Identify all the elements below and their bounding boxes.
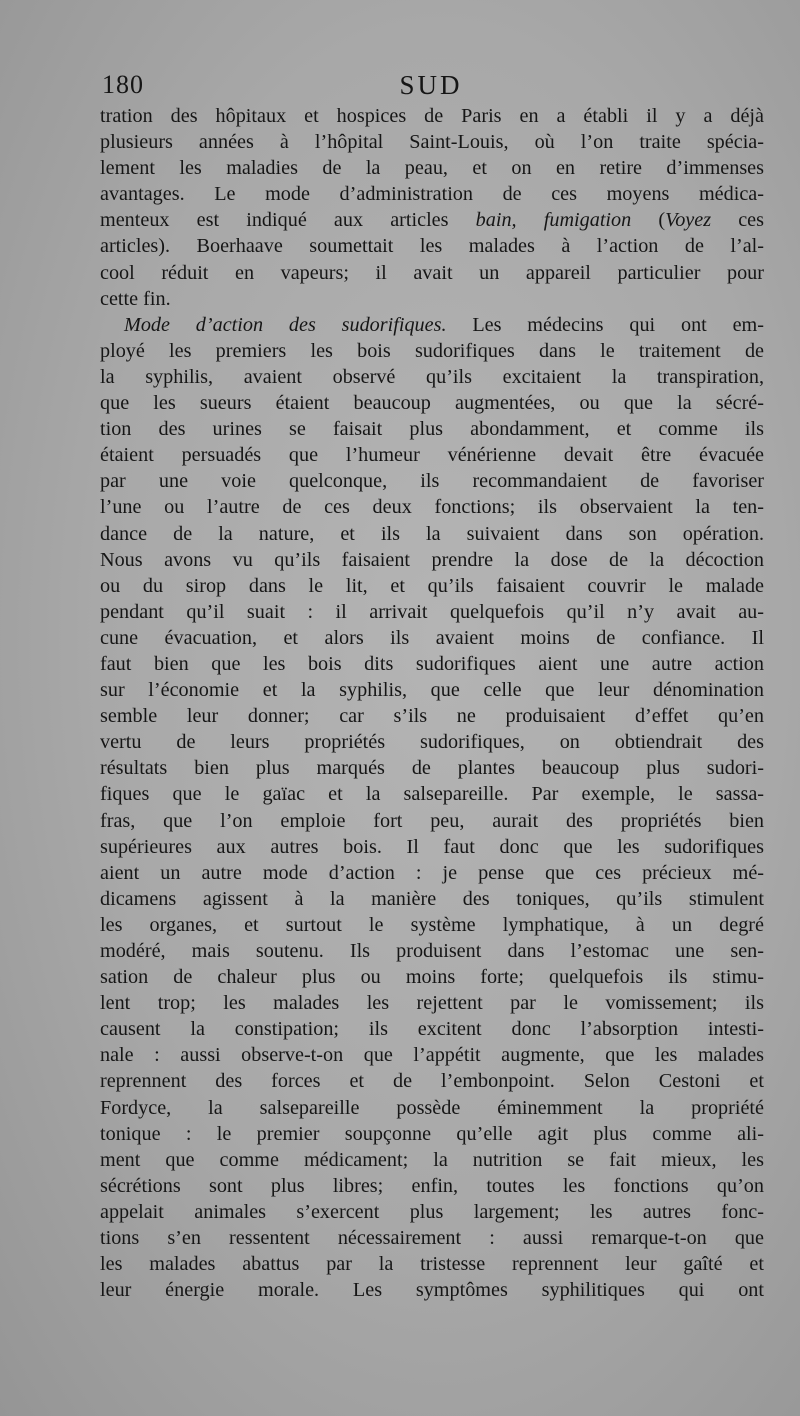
text-line [100, 416, 764, 442]
page-number: 180 [102, 70, 144, 99]
text-line [100, 1016, 764, 1042]
text-span: ( [631, 209, 666, 232]
running-head: SUD [399, 70, 463, 100]
text-line [100, 938, 764, 964]
text-line [100, 364, 764, 390]
text-line [100, 1173, 764, 1199]
text-span: que les sueurs étaient beaucoup augmentées, ou que la sécré- [100, 392, 764, 415]
text-line [100, 390, 764, 416]
text-line [100, 990, 764, 1016]
text-line [100, 886, 764, 912]
text-span: sation de chaleur plus ou moins forte; quelquefois ils stimu- [100, 966, 764, 989]
text-line [100, 1225, 764, 1251]
text-span: l’une ou l’autre de ces deux fonctions; ils observaient la ten- [100, 496, 764, 519]
text-line [100, 808, 764, 834]
text-span: dicamens agissent à la manière des toniques, qu’ils stimulent [100, 887, 764, 910]
text-span: supérieures aux autres bois. Il faut donc que les sudorifiques [100, 835, 764, 858]
text-line [100, 1147, 764, 1173]
text-span: modéré, mais soutenu. Ils produisent dans l’estomac une sen- [100, 940, 764, 962]
text-span: les organes, et surtout le système lymphatique, à un degré [100, 913, 764, 936]
text-span: tions s’en ressentent nécessairement : aussi remarque-t-on que [100, 1227, 764, 1250]
text-line [100, 677, 764, 703]
italic-text: bain, fumigation [475, 209, 632, 232]
text-line [100, 1277, 764, 1303]
text-line [100, 573, 764, 599]
text-span: sécrétions sont plus libres; enfin, toutes les fonctions qu’on [100, 1174, 764, 1197]
text-span: fiques que le gaïac et la salsepareille. Par exemple, le sassa- [100, 783, 764, 806]
text-span: dance de la nature, et ils la suivaient dans son opération. [100, 522, 764, 545]
text-line [100, 625, 764, 651]
text-span: par une voie quelconque, ils recommandaient de favoriser [100, 470, 764, 493]
text-line [100, 1042, 764, 1068]
text-span: nale : aussi observe-t-on que l’appétit augmente, que les malades [100, 1044, 764, 1067]
text-line [100, 729, 764, 755]
text-line [100, 312, 764, 338]
text-span: reprennent des forces et de l’embonpoint. Selon Cestoni et [100, 1070, 764, 1093]
text-span: fras, que l’on emploie fort peu, aurait des propriétés bien [100, 809, 764, 832]
text-line [100, 781, 764, 807]
text-span: Les médecins qui ont em- [446, 313, 764, 336]
text-line [100, 468, 764, 494]
text-span: Fordyce, la salsepareille possède éminemment la propriété [100, 1096, 764, 1119]
text-line [100, 703, 764, 729]
text-span: tration des hôpitaux et hospices de Paris en a établi il y a déjà [100, 105, 764, 127]
text-span: vertu de leurs propriétés sudorifiques, on obtiendrait des [100, 731, 764, 754]
text-line [100, 1068, 764, 1094]
text-span: aient un autre mode d’action : je pense que ces précieux mé- [100, 861, 764, 884]
italic-text: Mode d’action des sudorifiques. [124, 313, 447, 336]
text-line [100, 494, 764, 520]
page-header [100, 70, 762, 102]
body-text [100, 103, 764, 1303]
text-span: articles). Boerhaave soumettait les malades à l’action de l’al- [100, 235, 764, 258]
text-line [100, 860, 764, 886]
text-line [100, 207, 764, 233]
text-line [100, 755, 764, 781]
text-line [100, 129, 764, 155]
text-line [100, 103, 764, 129]
text-line [100, 286, 764, 312]
text-span: la syphilis, avaient observé qu’ils excitaient la transpiration, [100, 365, 764, 388]
text-line [100, 260, 764, 286]
text-span: faut bien que les bois dits sudorifiques aient une autre action [100, 652, 764, 675]
text-span: avantages. Le mode d’administration de ces moyens médica- [100, 183, 764, 206]
text-span: tion des urines se faisait plus abondamment, et comme ils [100, 418, 764, 441]
text-span: cette fin. [100, 287, 171, 310]
text-line [100, 599, 764, 625]
text-span: plusieurs années à l’hôpital Saint-Louis, où l’on traite spécia- [100, 131, 764, 154]
text-line [100, 651, 764, 677]
text-span: ployé les premiers les bois sudorifiques dans le traitement de [100, 339, 764, 362]
text-line [100, 442, 764, 468]
text-line [100, 1199, 764, 1225]
text-line [100, 338, 764, 364]
text-span: menteux est indiqué aux articles [100, 209, 476, 232]
text-span: leur énergie morale. Les symptômes syphilitiques qui ont [100, 1279, 764, 1302]
text-line [100, 547, 764, 573]
text-line [100, 912, 764, 938]
text-line [100, 521, 764, 547]
text-span: cool réduit en vapeurs; il avait un appareil particulier pour [100, 261, 764, 284]
text-span: semble leur donner; car s’ils ne produisaient d’effet qu’en [100, 705, 764, 728]
text-line [100, 1251, 764, 1277]
text-span: appelait animales s’exercent plus largement; les autres fonc- [100, 1200, 764, 1223]
text-span: tonique : le premier soupçonne qu’elle agit plus comme ali- [100, 1122, 764, 1145]
text-span: Nous avons vu qu’ils faisaient prendre la dose de la décoction [100, 548, 764, 571]
italic-text: Voyez [665, 209, 712, 232]
text-line [100, 181, 764, 207]
text-span: étaient persuadés que l’humeur vénérienne devait être évacuée [100, 444, 764, 467]
text-line [100, 233, 764, 259]
text-span: pendant qu’il suait : il arrivait quelquefois qu’il n’y avait au- [100, 600, 764, 623]
text-span: les malades abattus par la tristesse reprennent leur gaîté et [100, 1253, 764, 1276]
text-span: ces [711, 209, 764, 232]
text-span: sur l’économie et la syphilis, que celle que leur dénomination [100, 679, 764, 702]
text-line [100, 155, 764, 181]
text-line [100, 964, 764, 990]
text-span: lement les maladies de la peau, et on en retire d’immenses [100, 157, 764, 180]
text-line [100, 1121, 764, 1147]
text-span: causent la constipation; ils excitent donc l’absorption intesti- [100, 1018, 764, 1041]
text-span: lent trop; les malades les rejettent par le vomissement; ils [100, 992, 764, 1015]
text-span: résultats bien plus marqués de plantes beaucoup plus sudori- [100, 757, 764, 780]
text-span: ou du sirop dans le lit, et qu’ils faisaient couvrir le malade [100, 574, 764, 597]
text-span: cune évacuation, et alors ils avaient moins de confiance. Il [100, 626, 764, 649]
text-line [100, 834, 764, 860]
text-span: ment que comme médicament; la nutrition se fait mieux, les [100, 1148, 764, 1171]
text-line [100, 1095, 764, 1121]
